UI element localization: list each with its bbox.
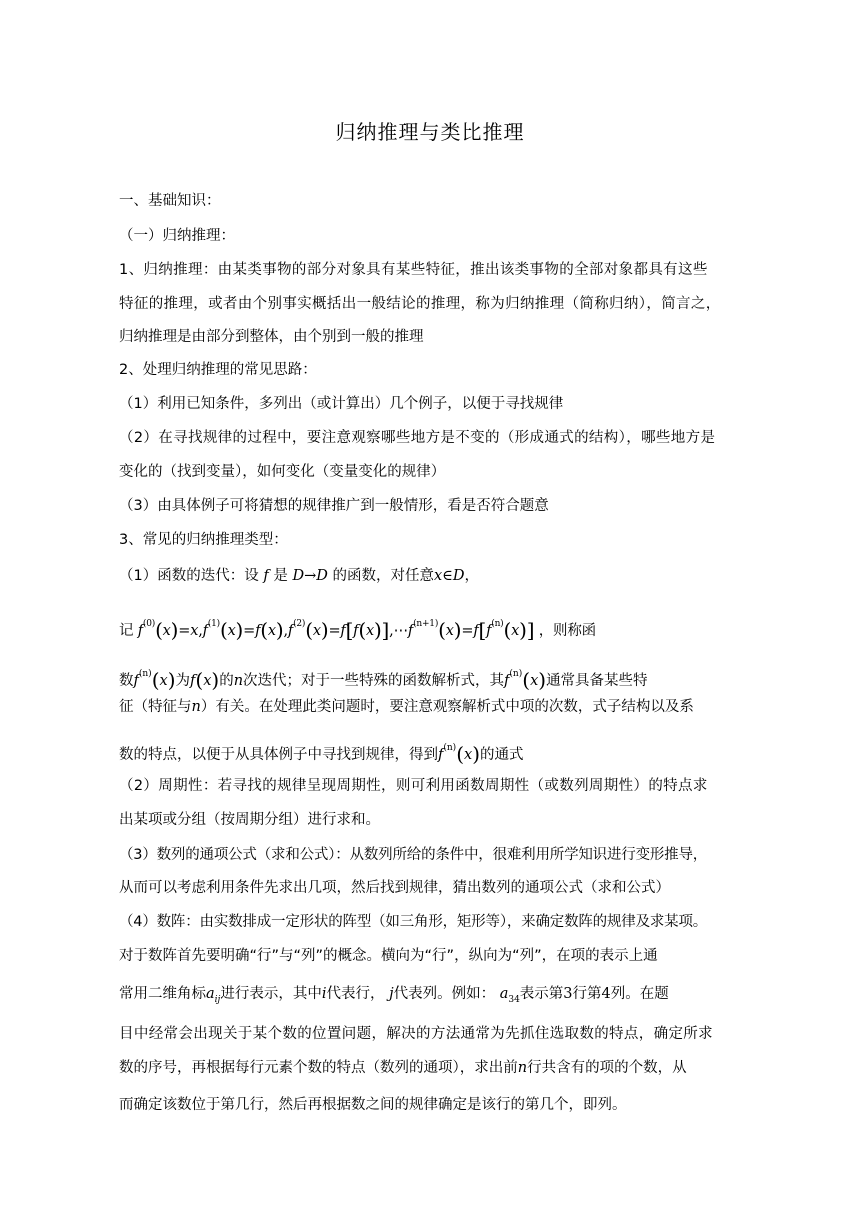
paragraph-line: 而确定该数位于第几行，然后再根据数之间的规律确定是该行的第几个，即列。 (119, 1097, 627, 1113)
paragraph-line: 常用二维角标$a_{ij}$进行表示，其中i代表行， j代表列。例如： $a_{34}$表示第3行第4列。在题 (119, 986, 669, 1005)
paragraph-line: （2）周期性：若寻找的规律呈现周期性，则可利用函数周期性（或数列周期性）的特点求 (119, 778, 708, 794)
paragraph-line: 从而可以考虑利用条件先求出几项，然后找到规律，猜出数列的通项公式（求和公式） (119, 880, 670, 896)
paragraph-line: （3）由具体例子可将猜想的规律推广到一般情形，看是否符合题意 (119, 498, 549, 514)
paragraph-line: （4）数阵：由实数排成一定形状的阵型（如三角形，矩形等），来确定数阵的规律及求某项。 (119, 914, 708, 930)
section-heading-basics: 一、基础知识： (119, 193, 221, 209)
paragraph-line: （2）在寻找规律的过程中，要注意观察哪些地方是不变的（形成通式的结构），哪些地方是 (119, 430, 716, 446)
page-title: 归纳推理与类比推理 (335, 120, 525, 144)
paragraph-line: 出某项或分组（按周期分组）进行求和。 (119, 812, 380, 828)
paragraph-line: （1）利用已知条件，多列出（或计算出）几个例子，以便于寻找规律 (119, 396, 564, 412)
paragraph-line: 对于数阵首先要明确“行”与“列”的概念。横向为“行”，纵向为“列”，在项的表示上通 (119, 948, 658, 964)
paragraph-line: 1、归纳推理：由某类事物的部分对象具有某些特征，推出该类事物的全部对象都具有这些 (119, 262, 708, 278)
paragraph-line: 变化的（找到变量），如何变化（变量变化的规律） (119, 464, 446, 480)
paragraph-line: 数的特点，以便于从具体例子中寻找到规律，得到$f^{(n)}(x)$的通式 (119, 742, 524, 766)
paragraph-line: 数的序号，再根据每行元素个数的特点（数列的通项），求出前n行共含有的项的个数，从 (119, 1060, 687, 1076)
formula-line: 记 $f^{(0)}(x)=x,f^{(1)}(x)=f(x),f^{(2)}(x)=f[f(x)],\cdots f^{(n+1)}(x)=f[f^{(n)}(x)]$ ，则称函 (119, 618, 596, 642)
paragraph-line: 归纳推理是由部分到整体，由个别到一般的推理 (119, 329, 424, 345)
paragraph-heading: 2、处理归纳推理的常见思路： (119, 362, 317, 378)
paragraph-line: （3）数列的通项公式（求和公式）：从数列所给的条件中，很难利用所学知识进行变形推导， (119, 847, 708, 863)
paragraph-heading: 3、常见的归纳推理类型： (119, 532, 288, 548)
subsection-heading-induction: （一）归纳推理： (119, 228, 235, 244)
paragraph-line: 目中经常会出现关于某个数的位置问题，解决的方法通常为先抓住选取数的特点，确定所求 (119, 1026, 713, 1042)
paragraph-line: 征（特征与n）有关。在处理此类问题时，要注意观察解析式中项的次数，式子结构以及系 (119, 699, 694, 715)
paragraph-line: 特征的推理，或者由个别事实概括出一般结论的推理，称为归纳推理（简称归纳），简言之， (119, 296, 721, 312)
paragraph-line: 数$f^{(n)}(x)$为f(x)的n次迭代；对于一些特殊的函数解析式，其$f^{(n)}(x)$通常具备某些特 (119, 668, 648, 692)
paragraph-line: （1）函数的迭代：设 f 是 D→D 的函数，对任意x∈D， (119, 568, 480, 584)
